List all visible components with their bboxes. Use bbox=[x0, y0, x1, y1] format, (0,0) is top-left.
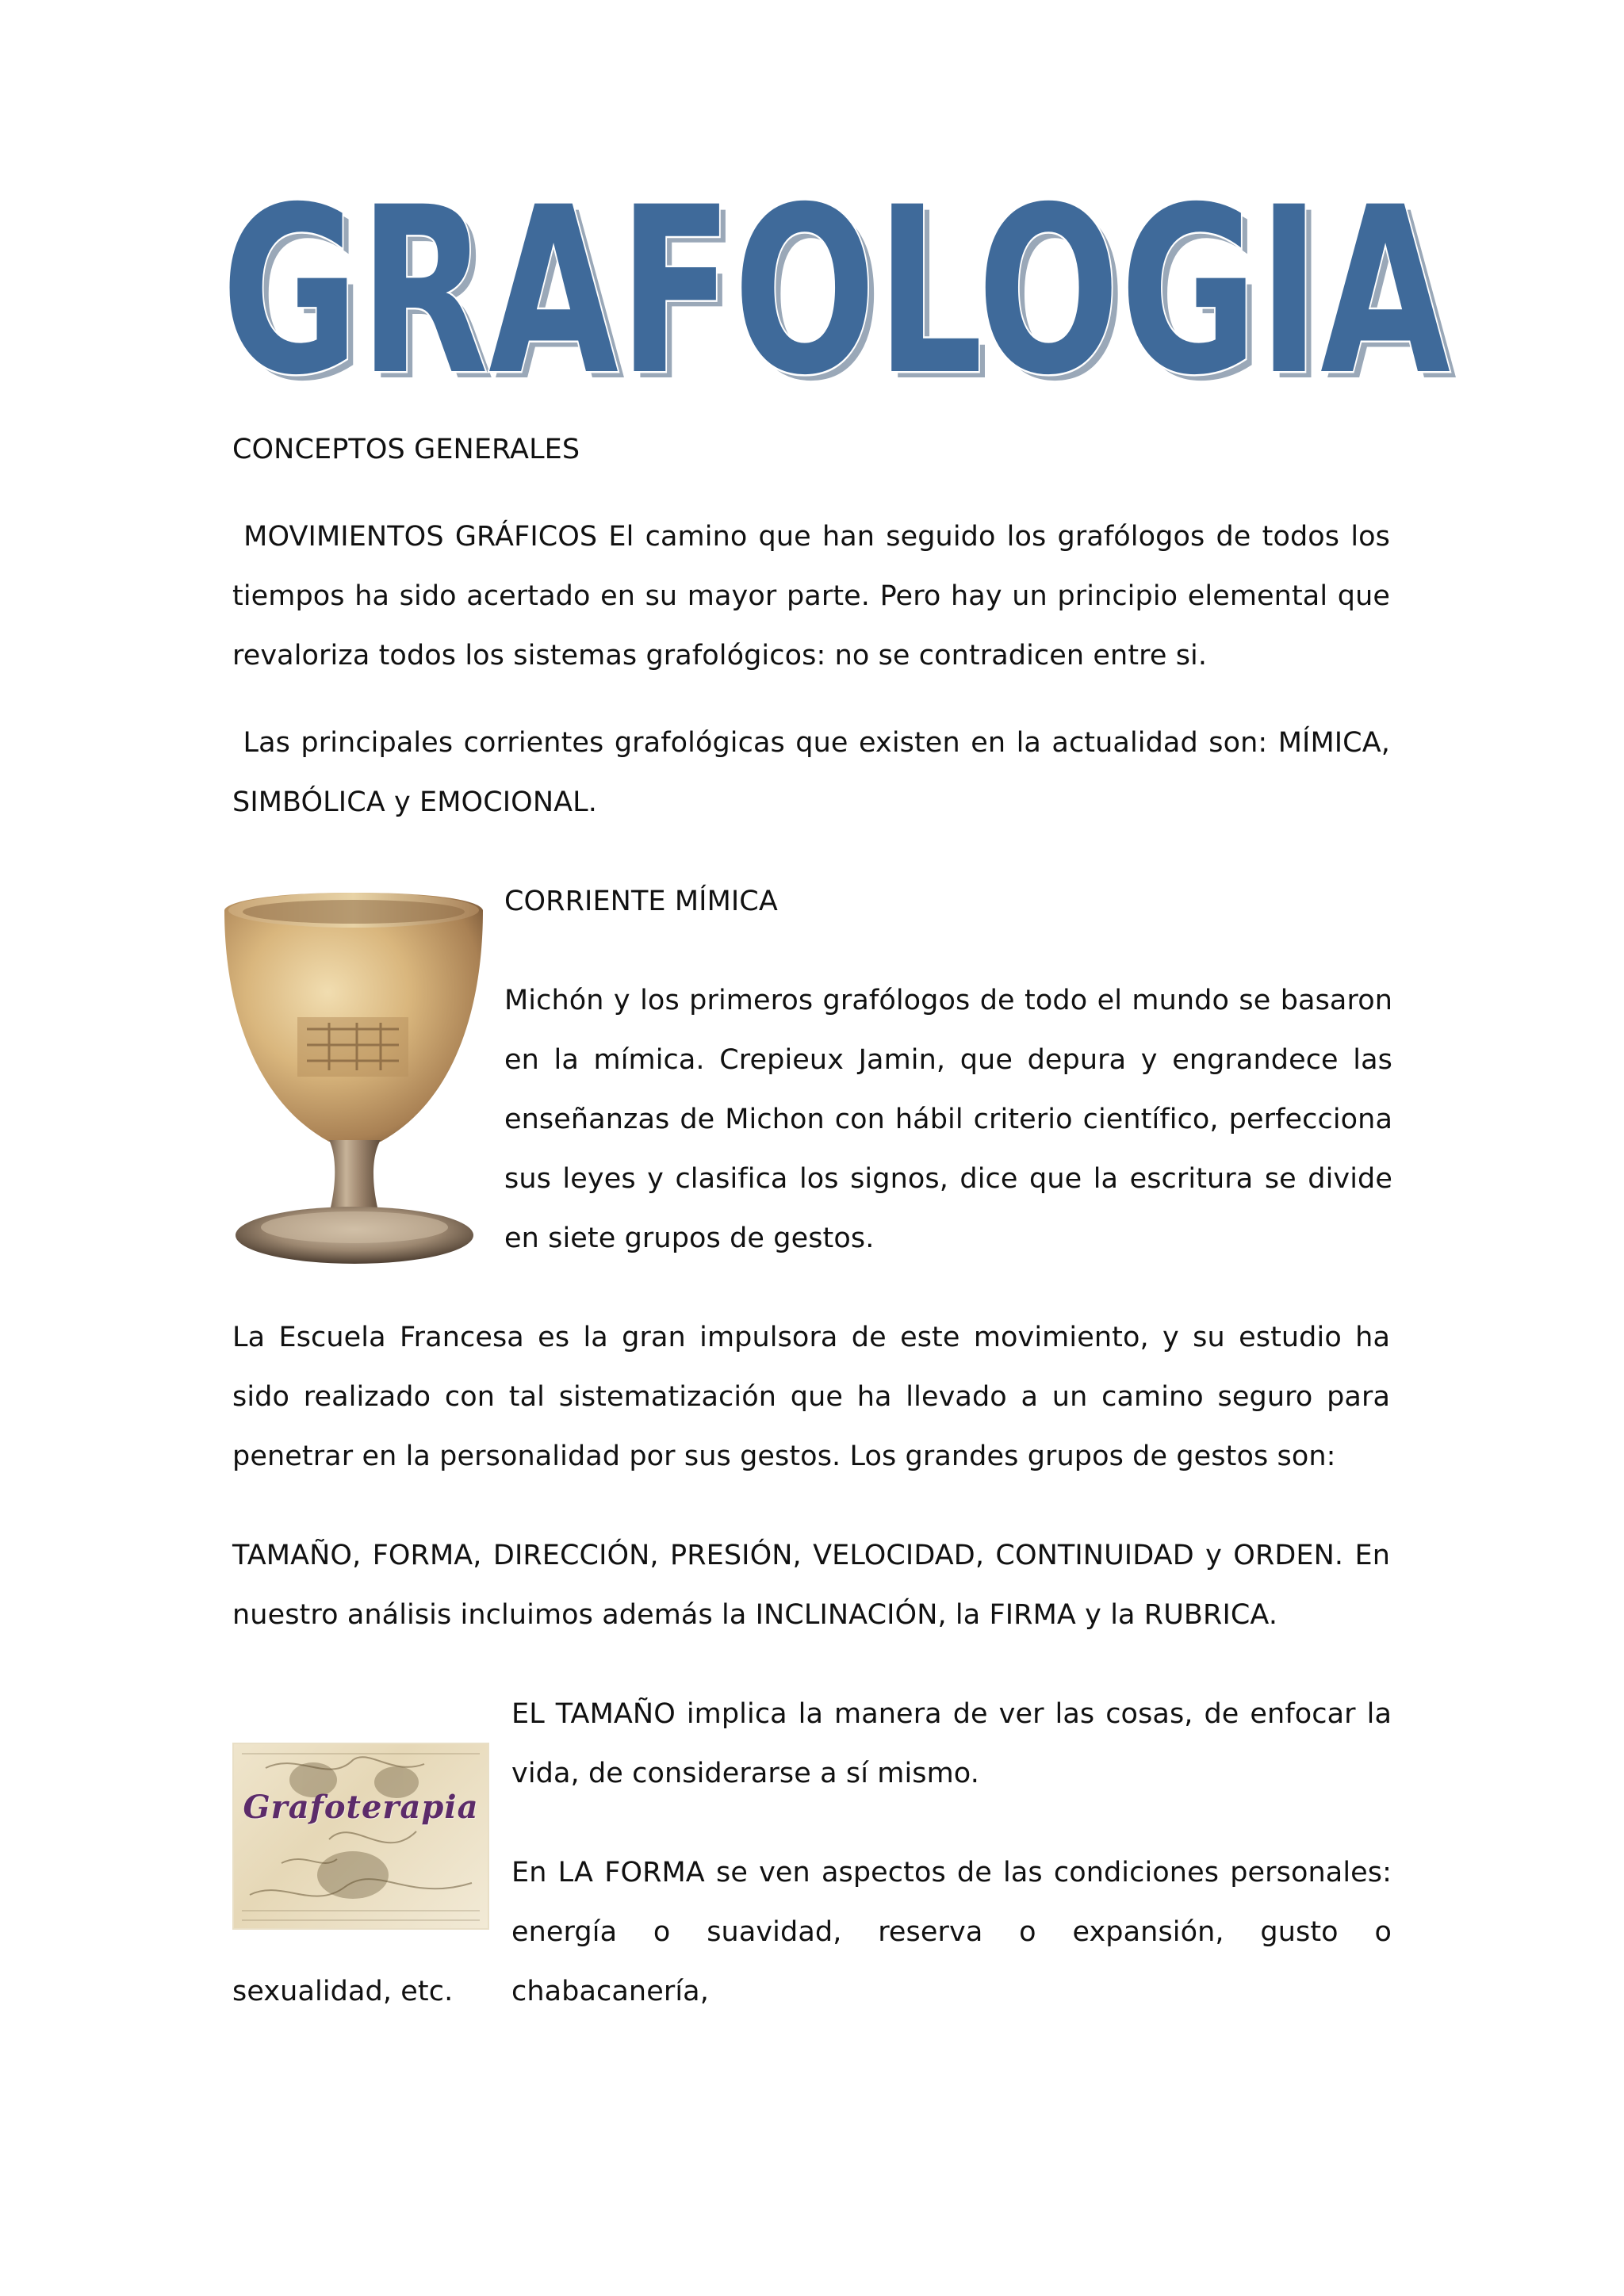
title-text: GRAFOLOGIA bbox=[221, 166, 1452, 404]
la-forma-paragraph: En LA FORMA se ven aspectos de las condiciones personales: energía o suavidad, reserva o expansión, gusto o chabacanería, bbox=[511, 1857, 1392, 2007]
corriente-mimica-heading: CORRIENTE MÍMICA bbox=[504, 886, 778, 917]
michon-paragraph: Michón y los primeros grafólogos de todo el mundo se basaron en la mímica. Crepieux Jamin, que depura y engrandece las enseñanzas de Michon con hábil criterio científico, perfecciona sus leyes y clasifica los signos, dice que la escritura se divide en siete grupos de gestos. bbox=[504, 985, 1392, 1254]
document-title bbox=[214, 166, 1467, 404]
conceptos-generales-heading: CONCEPTOS GENERALES bbox=[232, 434, 580, 465]
principales-corrientes-paragraph: Las principales corrientes grafológicas que existen en la actualidad son: MÍMICA, SIMBÓLICA y EMOCIONAL. bbox=[232, 727, 1390, 818]
grupos-de-gestos-paragraph: TAMAÑO, FORMA, DIRECCIÓN, PRESIÓN, VELOCIDAD, CONTINUIDAD y ORDEN. En nuestro análisis incluimos además la INCLINACIÓN, la FIRMA y la RUBRICA. bbox=[232, 1540, 1390, 1631]
cup-illustration bbox=[218, 886, 488, 1269]
grafoterapia-label: Grafoterapia bbox=[243, 1789, 479, 1826]
escuela-francesa-paragraph: La Escuela Francesa es la gran impulsora de este movimiento, y su estudio ha sido realizado con tal sistematización que ha llevado a un camino seguro para penetrar en la personalidad por sus gestos. Los grandes grupos de gestos son: bbox=[232, 1322, 1390, 1472]
la-forma-paragraph-end: sexualidad, etc. bbox=[232, 1976, 454, 2007]
grafoterapia-logo-image bbox=[234, 1744, 488, 1928]
title-shadow-text: GRAFOLOGIA bbox=[228, 166, 1458, 404]
cup-inscription bbox=[297, 1017, 408, 1077]
grafoterapia-illustration bbox=[234, 1744, 488, 1928]
movimientos-graficos-paragraph: MOVIMIENTOS GRÁFICOS El camino que han seguido los grafólogos de todos los tiempos ha sido acertado en su mayor parte. Pero hay un principio elemental que revaloriza todos los sistemas grafológicos: no se contradicen entre si. bbox=[232, 521, 1390, 672]
el-tamano-paragraph: EL TAMAÑO implica la manera de ver las cosas, de enfocar la vida, de considerarse a sí mismo. bbox=[511, 1698, 1392, 1789]
title-wordart bbox=[214, 166, 1467, 404]
alabaster-cup-image bbox=[218, 886, 488, 1269]
